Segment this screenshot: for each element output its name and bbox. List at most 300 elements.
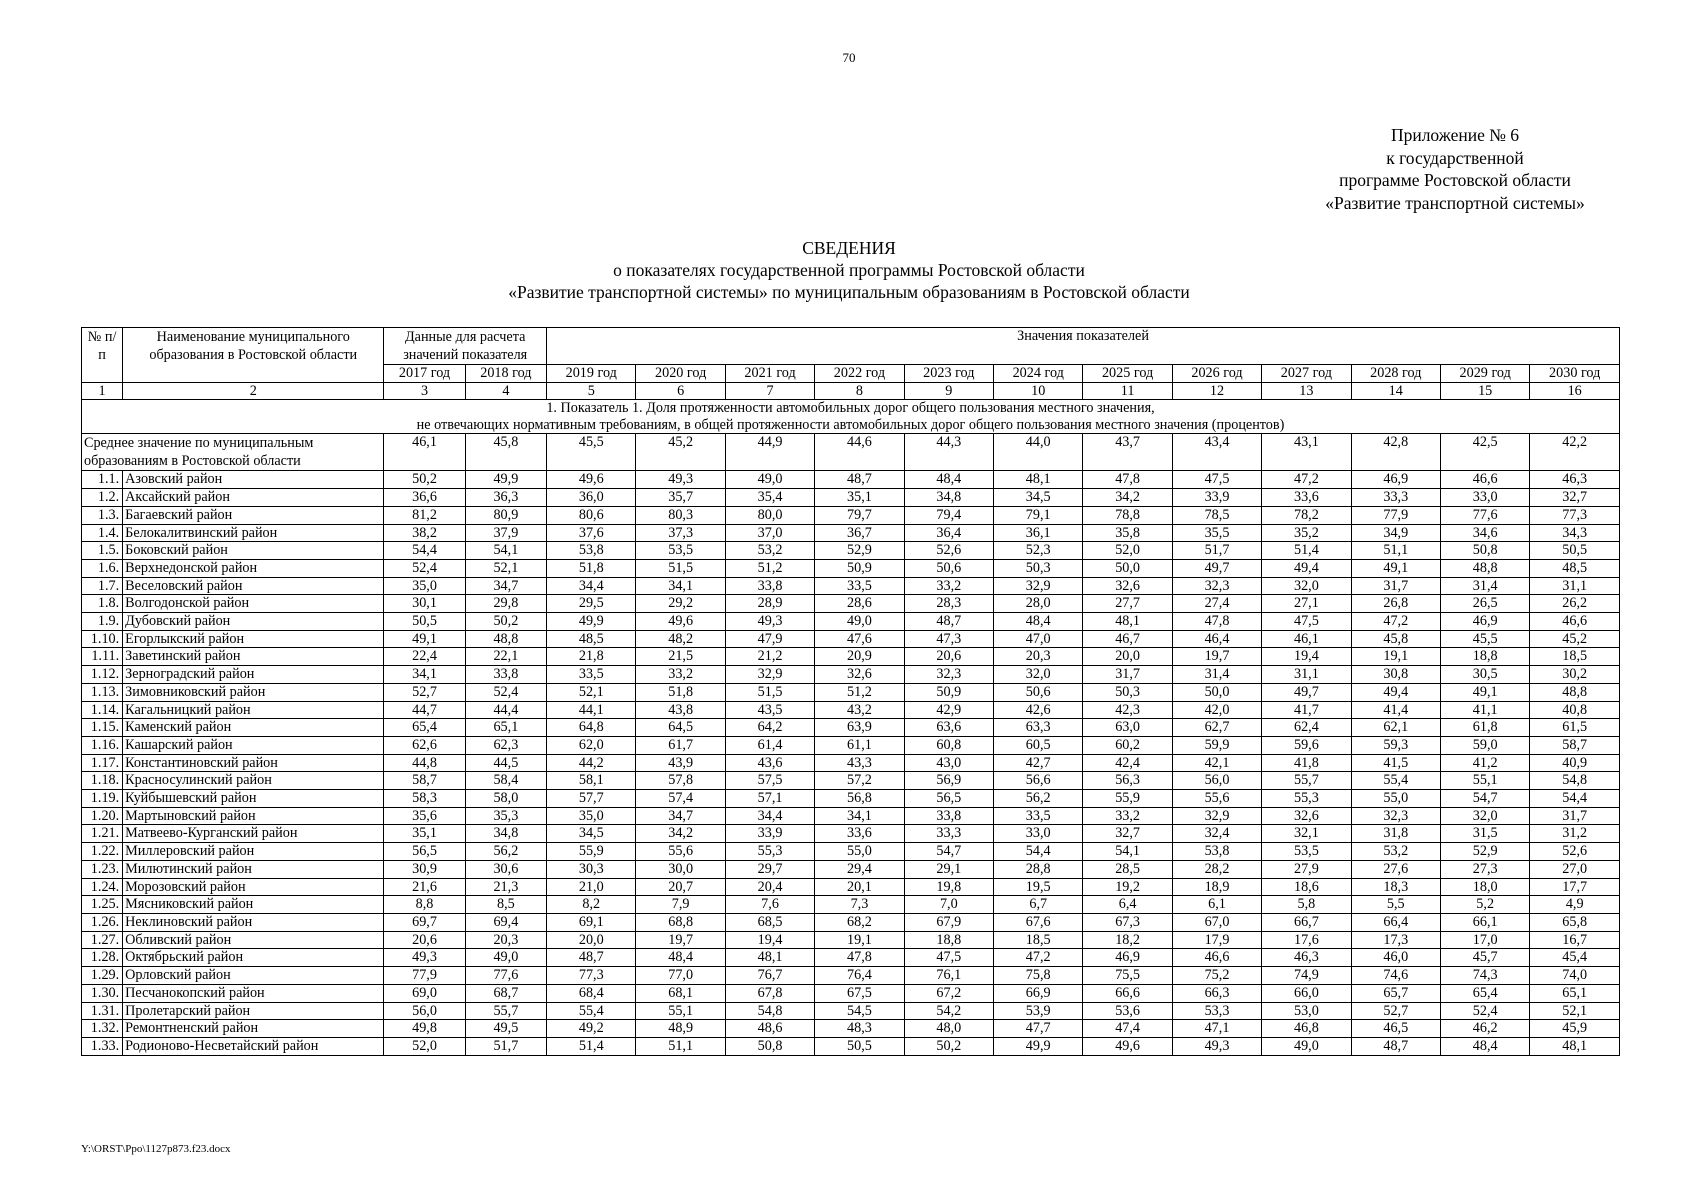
indicator-value: 48,1 [994, 471, 1083, 489]
municipality-name: Дубовский район [123, 613, 384, 631]
indicator-value: 35,8 [1083, 524, 1172, 542]
average-value: 43,4 [1172, 434, 1261, 471]
indicator-value: 18,9 [1172, 878, 1261, 896]
indicator-value: 49,3 [636, 471, 725, 489]
indicator-value: 32,1 [1262, 825, 1351, 843]
table-row [82, 790, 1620, 808]
indicator-value: 49,2 [547, 1020, 636, 1038]
indicator-value: 41,2 [1440, 754, 1529, 772]
indicator-value: 19,8 [904, 878, 993, 896]
year-header: 2027 год [1262, 365, 1351, 383]
indicator-value: 53,8 [547, 542, 636, 560]
indicator-value: 55,1 [1440, 772, 1529, 790]
average-value: 45,2 [636, 434, 725, 471]
municipality-name: Боковский район [123, 542, 384, 560]
indicator-value: 31,7 [1351, 577, 1440, 595]
indicator-value: 52,6 [1530, 843, 1620, 861]
indicator-value: 28,3 [904, 595, 993, 613]
indicator-value: 27,6 [1351, 860, 1440, 878]
indicator-value: 57,2 [815, 772, 904, 790]
row-number: 1.17. [82, 754, 123, 772]
indicator-value: 34,5 [547, 825, 636, 843]
municipality-name: Мясниковский район [123, 896, 384, 914]
column-number: 5 [547, 382, 636, 400]
indicator-value: 57,1 [725, 790, 814, 808]
indicator-value: 47,8 [1172, 613, 1261, 631]
indicator-value: 47,5 [1172, 471, 1261, 489]
indicator-value: 34,1 [384, 666, 465, 684]
indicator-value: 49,3 [384, 949, 465, 967]
indicator-value: 33,5 [994, 807, 1083, 825]
municipality-name: Морозовский район [123, 878, 384, 896]
indicator-value: 52,1 [465, 559, 546, 577]
column-number: 7 [725, 382, 814, 400]
row-number: 1.13. [82, 683, 123, 701]
header-row [82, 328, 1620, 365]
indicator-value: 77,3 [1530, 506, 1620, 524]
indicator-value: 33,0 [994, 825, 1083, 843]
row-number: 1.15. [82, 719, 123, 737]
indicator-value: 32,6 [1083, 577, 1172, 595]
indicator-value: 49,5 [465, 1020, 546, 1038]
indicator-value: 66,6 [1083, 984, 1172, 1002]
indicator-value: 54,1 [465, 542, 546, 560]
indicator-value: 20,7 [636, 878, 725, 896]
indicator-value: 47,8 [815, 949, 904, 967]
indicator-value: 34,7 [465, 577, 546, 595]
table-row [82, 931, 1620, 949]
section-title-line: 1. Показатель 1. Доля протяженности автомобильных дорог общего пользования местного значения, [546, 400, 1155, 417]
indicator-value: 43,0 [904, 754, 993, 772]
indicator-value: 64,8 [547, 719, 636, 737]
indicator-value: 81,2 [384, 506, 465, 524]
indicator-value: 55,4 [1351, 772, 1440, 790]
row-number: 1.9. [82, 613, 123, 631]
indicator-value: 61,4 [725, 736, 814, 754]
indicator-value: 68,8 [636, 913, 725, 931]
row-number: 1.11. [82, 648, 123, 666]
indicator-value: 48,1 [1083, 613, 1172, 631]
row-number: 1.2. [82, 489, 123, 507]
indicator-value: 29,8 [465, 595, 546, 613]
indicator-value: 78,5 [1172, 506, 1261, 524]
table-row [82, 524, 1620, 542]
indicator-value: 60,8 [904, 736, 993, 754]
indicator-value: 48,7 [547, 949, 636, 967]
row-number: 1.12. [82, 666, 123, 684]
indicator-value: 49,4 [1351, 683, 1440, 701]
indicator-value: 29,7 [725, 860, 814, 878]
table-row [82, 843, 1620, 861]
indicator-value: 41,1 [1440, 701, 1529, 719]
indicator-value: 17,9 [1172, 931, 1261, 949]
indicator-value: 33,6 [1262, 489, 1351, 507]
indicator-value: 33,5 [547, 666, 636, 684]
indicator-value: 18,5 [994, 931, 1083, 949]
indicator-value: 34,4 [547, 577, 636, 595]
indicator-value: 66,1 [1440, 913, 1529, 931]
municipality-name: Родионово-Несветайский район [123, 1037, 384, 1055]
table-row [82, 559, 1620, 577]
year-header: 2022 год [815, 365, 904, 383]
indicator-value: 31,7 [1530, 807, 1620, 825]
indicator-value: 67,6 [994, 913, 1083, 931]
indicator-value: 35,4 [725, 489, 814, 507]
indicator-value: 52,3 [994, 542, 1083, 560]
section-title [82, 400, 1620, 434]
row-number: 1.4. [82, 524, 123, 542]
indicator-value: 77,9 [384, 967, 465, 985]
indicator-value: 74,9 [1262, 967, 1351, 985]
indicator-value: 49,1 [384, 630, 465, 648]
row-number: 1.26. [82, 913, 123, 931]
table-row [82, 754, 1620, 772]
indicator-value: 38,2 [384, 524, 465, 542]
indicator-value: 62,4 [1262, 719, 1351, 737]
indicator-value: 7,0 [904, 896, 993, 914]
indicator-value: 31,1 [1262, 666, 1351, 684]
indicator-value: 52,9 [815, 542, 904, 560]
indicator-value: 49,7 [1172, 559, 1261, 577]
indicator-value: 65,8 [1530, 913, 1620, 931]
indicator-value: 51,1 [636, 1037, 725, 1055]
indicator-value: 49,0 [815, 613, 904, 631]
indicator-value: 48,4 [636, 949, 725, 967]
indicator-value: 44,2 [547, 754, 636, 772]
indicator-value: 49,9 [994, 1037, 1083, 1055]
indicator-value: 48,8 [465, 630, 546, 648]
appendix-note [1295, 124, 1615, 214]
indicator-value: 30,9 [384, 860, 465, 878]
average-value: 44,3 [904, 434, 993, 471]
indicator-value: 44,4 [465, 701, 546, 719]
municipality-name: Песчанокопский район [123, 984, 384, 1002]
table-row [82, 860, 1620, 878]
indicator-value: 20,6 [384, 931, 465, 949]
indicator-value: 65,4 [384, 719, 465, 737]
indicator-value: 62,0 [547, 736, 636, 754]
indicator-value: 32,3 [1351, 807, 1440, 825]
indicator-value: 34,6 [1440, 524, 1529, 542]
indicator-value: 46,0 [1351, 949, 1440, 967]
indicator-value: 47,2 [1351, 613, 1440, 631]
indicator-value: 49,7 [1262, 683, 1351, 701]
average-value: 45,5 [547, 434, 636, 471]
indicator-value: 34,3 [1530, 524, 1620, 542]
indicator-value: 56,2 [994, 790, 1083, 808]
indicator-value: 44,5 [465, 754, 546, 772]
indicator-value: 47,2 [994, 949, 1083, 967]
indicator-value: 50,2 [465, 613, 546, 631]
indicator-value: 62,1 [1351, 719, 1440, 737]
indicator-value: 59,0 [1440, 736, 1529, 754]
indicator-value: 68,7 [465, 984, 546, 1002]
municipality-name: Миллеровский район [123, 843, 384, 861]
indicator-value: 35,7 [636, 489, 725, 507]
indicator-value: 32,3 [1172, 577, 1261, 595]
row-number: 1.31. [82, 1002, 123, 1020]
municipality-name: Пролетарский район [123, 1002, 384, 1020]
indicator-value: 18,6 [1262, 878, 1351, 896]
year-header: 2025 год [1083, 365, 1172, 383]
row-number: 1.8. [82, 595, 123, 613]
column-number: 16 [1530, 382, 1620, 400]
indicator-value: 36,6 [384, 489, 465, 507]
indicator-value: 57,8 [636, 772, 725, 790]
indicator-value: 63,3 [994, 719, 1083, 737]
table-row [82, 1020, 1620, 1038]
table-row [82, 506, 1620, 524]
municipality-name: Красносулинский район [123, 772, 384, 790]
indicator-value: 36,4 [904, 524, 993, 542]
indicator-value: 44,8 [384, 754, 465, 772]
indicator-value: 17,0 [1440, 931, 1529, 949]
indicator-value: 35,0 [384, 577, 465, 595]
indicator-value: 60,5 [994, 736, 1083, 754]
indicator-value: 33,2 [636, 666, 725, 684]
indicator-value: 6,1 [1172, 896, 1261, 914]
indicator-value: 51,2 [725, 559, 814, 577]
row-number: 1.19. [82, 790, 123, 808]
indicator-value: 31,1 [1530, 577, 1620, 595]
indicator-value: 56,0 [384, 1002, 465, 1020]
header-num: № п/п [82, 328, 123, 383]
row-number: 1.27. [82, 931, 123, 949]
indicator-value: 35,1 [815, 489, 904, 507]
indicator-value: 48,4 [1440, 1037, 1529, 1055]
year-header: 2029 год [1440, 365, 1529, 383]
indicator-value: 19,7 [1172, 648, 1261, 666]
indicator-value: 43,8 [636, 701, 725, 719]
indicator-value: 49,3 [1172, 1037, 1261, 1055]
indicator-value: 55,6 [1172, 790, 1261, 808]
indicator-value: 19,5 [994, 878, 1083, 896]
municipality-name: Аксайский район [123, 489, 384, 507]
indicator-value: 54,7 [904, 843, 993, 861]
indicator-value: 65,7 [1351, 984, 1440, 1002]
average-value: 44,6 [815, 434, 904, 471]
footer-file-path: Y:\ORST\Ppo\1127p873.f23.docx [81, 1143, 231, 1155]
indicator-value: 35,0 [547, 807, 636, 825]
indicator-value: 7,9 [636, 896, 725, 914]
indicator-value: 29,5 [547, 595, 636, 613]
indicator-value: 19,7 [636, 931, 725, 949]
table-row [82, 683, 1620, 701]
indicator-value: 36,3 [465, 489, 546, 507]
indicator-value: 53,8 [1172, 843, 1261, 861]
indicator-value: 46,5 [1351, 1020, 1440, 1038]
indicator-value: 40,8 [1530, 701, 1620, 719]
indicator-value: 32,0 [1440, 807, 1529, 825]
indicator-value: 50,9 [815, 559, 904, 577]
indicator-value: 61,1 [815, 736, 904, 754]
indicator-value: 16,7 [1530, 931, 1620, 949]
row-number: 1.28. [82, 949, 123, 967]
indicator-value: 47,4 [1083, 1020, 1172, 1038]
indicator-value: 65,4 [1440, 984, 1529, 1002]
indicator-value: 19,1 [1351, 648, 1440, 666]
table-row [82, 666, 1620, 684]
indicator-value: 55,3 [1262, 790, 1351, 808]
appendix-line: к государственной [1386, 147, 1524, 168]
indicator-value: 6,7 [994, 896, 1083, 914]
indicator-value: 43,2 [815, 701, 904, 719]
indicator-value: 37,9 [465, 524, 546, 542]
indicator-value: 18,2 [1083, 931, 1172, 949]
indicator-value: 28,2 [1172, 860, 1261, 878]
indicator-value: 57,4 [636, 790, 725, 808]
appendix-line: «Развитие транспортной системы» [1325, 192, 1585, 213]
indicator-value: 68,2 [815, 913, 904, 931]
indicator-value: 31,4 [1172, 666, 1261, 684]
indicator-value: 51,2 [815, 683, 904, 701]
indicator-value: 45,8 [1351, 630, 1440, 648]
table-row [82, 736, 1620, 754]
indicator-value: 49,8 [384, 1020, 465, 1038]
row-number: 1.29. [82, 967, 123, 985]
indicator-value: 21,0 [547, 878, 636, 896]
municipality-name: Зерноградский район [123, 666, 384, 684]
indicator-value: 61,5 [1530, 719, 1620, 737]
year-header: 2030 год [1530, 365, 1620, 383]
indicator-value: 8,8 [384, 896, 465, 914]
indicator-value: 41,4 [1351, 701, 1440, 719]
indicator-value: 18,5 [1530, 648, 1620, 666]
indicator-value: 66,9 [994, 984, 1083, 1002]
indicator-value: 52,1 [547, 683, 636, 701]
title-heading: СВЕДЕНИЯ [802, 238, 896, 258]
row-number: 1.20. [82, 807, 123, 825]
indicator-value: 32,3 [904, 666, 993, 684]
indicator-value: 57,7 [547, 790, 636, 808]
indicator-value: 46,8 [1262, 1020, 1351, 1038]
table-row [82, 878, 1620, 896]
indicator-value: 48,7 [904, 613, 993, 631]
indicator-value: 8,5 [465, 896, 546, 914]
indicator-value: 58,1 [547, 772, 636, 790]
indicator-value: 31,8 [1351, 825, 1440, 843]
row-number: 1.23. [82, 860, 123, 878]
column-number: 3 [384, 382, 465, 400]
indicator-value: 77,9 [1351, 506, 1440, 524]
column-number: 9 [904, 382, 993, 400]
indicator-value: 42,1 [1172, 754, 1261, 772]
row-number: 1.25. [82, 896, 123, 914]
indicator-value: 31,2 [1530, 825, 1620, 843]
document-title [0, 237, 1698, 303]
indicator-value: 5,8 [1262, 896, 1351, 914]
indicator-value: 58,7 [384, 772, 465, 790]
indicator-value: 53,0 [1262, 1002, 1351, 1020]
indicator-value: 49,3 [725, 613, 814, 631]
indicator-value: 46,9 [1351, 471, 1440, 489]
indicator-value: 74,6 [1351, 967, 1440, 985]
indicator-value: 48,1 [725, 949, 814, 967]
indicator-value: 56,2 [465, 843, 546, 861]
year-header: 2024 год [994, 365, 1083, 383]
municipality-name: Константиновский район [123, 754, 384, 772]
indicator-value: 43,9 [636, 754, 725, 772]
indicator-value: 36,7 [815, 524, 904, 542]
indicator-value: 50,8 [1440, 542, 1529, 560]
average-value: 42,2 [1530, 434, 1620, 471]
indicator-value: 33,8 [904, 807, 993, 825]
table-row [82, 542, 1620, 560]
indicator-value: 32,6 [815, 666, 904, 684]
indicator-value: 63,6 [904, 719, 993, 737]
indicator-value: 49,9 [465, 471, 546, 489]
indicator-value: 17,7 [1530, 878, 1620, 896]
indicator-value: 80,3 [636, 506, 725, 524]
indicator-value: 45,2 [1530, 630, 1620, 648]
indicator-value: 54,7 [1440, 790, 1529, 808]
indicator-value: 44,7 [384, 701, 465, 719]
indicator-value: 68,4 [547, 984, 636, 1002]
indicator-value: 51,8 [547, 559, 636, 577]
indicator-value: 47,1 [1172, 1020, 1261, 1038]
indicator-value: 18,0 [1440, 878, 1529, 896]
indicator-value: 77,6 [1440, 506, 1529, 524]
indicator-value: 5,5 [1351, 896, 1440, 914]
indicator-value: 46,9 [1440, 613, 1529, 631]
indicator-value: 45,4 [1530, 949, 1620, 967]
row-number: 1.18. [82, 772, 123, 790]
table-row [82, 896, 1620, 914]
header-values: Значения показателей [547, 328, 1620, 365]
indicator-value: 75,5 [1083, 967, 1172, 985]
indicator-value: 79,7 [815, 506, 904, 524]
indicator-value: 34,1 [815, 807, 904, 825]
indicator-value: 65,1 [1530, 984, 1620, 1002]
indicator-value: 58,7 [1530, 736, 1620, 754]
indicator-value: 32,6 [1262, 807, 1351, 825]
indicator-value: 46,3 [1262, 949, 1351, 967]
indicator-value: 5,2 [1440, 896, 1529, 914]
column-number: 15 [1440, 382, 1529, 400]
indicator-value: 32,0 [994, 666, 1083, 684]
indicator-value: 20,3 [465, 931, 546, 949]
indicator-value: 46,3 [1530, 471, 1620, 489]
indicator-value: 33,3 [904, 825, 993, 843]
table-row [82, 595, 1620, 613]
indicator-value: 42,9 [904, 701, 993, 719]
indicator-value: 34,8 [904, 489, 993, 507]
indicator-value: 50,9 [904, 683, 993, 701]
indicator-value: 48,8 [1440, 559, 1529, 577]
indicator-value: 42,0 [1172, 701, 1261, 719]
indicator-value: 41,5 [1351, 754, 1440, 772]
indicator-value: 46,4 [1172, 630, 1261, 648]
column-number: 8 [815, 382, 904, 400]
column-number: 2 [123, 382, 384, 400]
indicator-value: 46,6 [1172, 949, 1261, 967]
indicator-value: 26,8 [1351, 595, 1440, 613]
indicator-value: 51,5 [636, 559, 725, 577]
indicator-value: 41,7 [1262, 701, 1351, 719]
indicator-value: 53,6 [1083, 1002, 1172, 1020]
indicator-value: 67,8 [725, 984, 814, 1002]
column-number: 14 [1351, 382, 1440, 400]
table-row [82, 648, 1620, 666]
table-row [82, 913, 1620, 931]
table-row [82, 1037, 1620, 1055]
indicator-value: 34,9 [1351, 524, 1440, 542]
indicator-value: 43,5 [725, 701, 814, 719]
indicator-value: 52,7 [384, 683, 465, 701]
table-row [82, 984, 1620, 1002]
indicator-value: 29,2 [636, 595, 725, 613]
indicator-value: 32,7 [1083, 825, 1172, 843]
